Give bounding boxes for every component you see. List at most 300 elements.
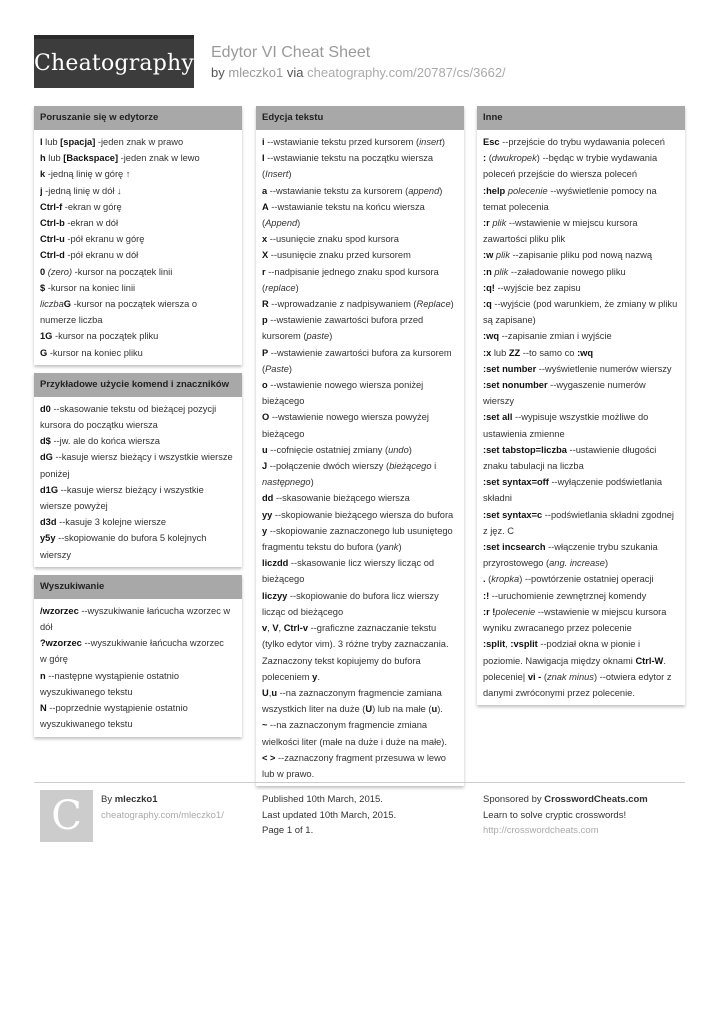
term-italic: Paste (265, 363, 289, 374)
entry-text: ) --będąc w trybie wydawania (536, 153, 658, 164)
entry-line (483, 328, 679, 344)
footer-author-line (101, 792, 224, 808)
command-key: y5y (40, 533, 56, 544)
command-key: P (262, 347, 269, 358)
entry-line (483, 247, 679, 263)
entry-line (262, 490, 458, 506)
entry-text: --jw. ale do końca wiersza (50, 436, 160, 447)
command-key: :n (483, 266, 492, 277)
entry-line (483, 458, 679, 474)
entry-text: --połączenie dwóch wierszy ( (267, 461, 390, 472)
entry-line (262, 231, 458, 247)
command-key: j (40, 185, 43, 196)
entry-text: ( (541, 671, 547, 682)
entry-text: -pół ekranu w górę (64, 234, 145, 245)
entry-line (262, 474, 458, 490)
term-italic: insert (419, 137, 442, 147)
entry-text: wielkości liter (małe na duże i duże na małe). (262, 736, 447, 747)
entry-text: polecenie| (483, 671, 528, 682)
byline-via: via (286, 65, 304, 80)
command-key: u (431, 704, 438, 715)
footer-divider (34, 782, 685, 783)
entry-line (40, 183, 236, 199)
entry-line (262, 280, 458, 296)
entry-line (40, 247, 236, 263)
command-key: :set syntax=c (483, 509, 543, 520)
entry-text: --nadpisanie jednego znaku spod kursora (265, 266, 439, 277)
entry-line (40, 635, 236, 651)
entry-text: --wyjście (pod warunkiem, że zmiany w pliku (491, 299, 678, 310)
entry-line (40, 312, 236, 328)
command-key: yy (262, 509, 273, 520)
entry-text: --na zaznaczonym fragmencie zamiana (277, 687, 442, 698)
entry-line (40, 166, 236, 182)
entry-line (483, 474, 679, 490)
entry-line (40, 134, 236, 150)
entry-line (262, 539, 458, 555)
command-key: Ctrl-d (40, 250, 65, 261)
command-key: < > (262, 752, 276, 763)
command-key: d0 (40, 403, 51, 414)
entry-line (262, 199, 458, 215)
page-title: Edytor VI Cheat Sheet (211, 44, 371, 61)
entry-text: poleceniem (262, 671, 313, 682)
footer-publication (262, 792, 396, 839)
entry-line (483, 264, 679, 280)
entry-text: --wstawianie tekstu na początku wiersza (264, 153, 434, 164)
term-italic: append (408, 185, 440, 196)
command-key: $ (40, 282, 46, 293)
entry-line (483, 490, 679, 506)
entry-text: w górę (40, 654, 68, 665)
entry-text: -jedną linię w górę ↑ (45, 169, 131, 180)
command-key: 1G (40, 331, 53, 342)
entry-text: ( (262, 169, 266, 180)
sponsor-name[interactable]: CrosswordCheats.com (544, 794, 648, 805)
section-title: Edycja tekstu (256, 106, 464, 130)
command-key: O (262, 412, 270, 423)
entry-text: . (317, 671, 320, 682)
entry-line (262, 636, 458, 652)
command-key: :q! (483, 282, 495, 293)
section-body (34, 397, 242, 567)
entry-line (262, 717, 458, 733)
entry-text: ) (297, 218, 301, 229)
command-key: k (40, 169, 46, 180)
entry-line (262, 523, 458, 539)
command-key: :! (483, 590, 490, 601)
command-key: [Backspace] (63, 153, 119, 164)
entry-line (40, 482, 236, 498)
entry-text: ) (450, 299, 454, 310)
entry-line (262, 604, 458, 620)
entry-text: (tylko edytor vim). 3 różne tryby zaznaczania. (262, 639, 449, 650)
footer-by: By (101, 794, 113, 805)
byline-by: by (211, 65, 225, 80)
command-key: 0 (40, 266, 46, 277)
entry-text: składni (483, 493, 512, 504)
entry-text: --skopiowanie zaznaczonego lub usuniętego (267, 525, 453, 536)
entry-line (262, 166, 458, 182)
command-key: :x (483, 347, 492, 358)
entry-line (40, 716, 236, 732)
entry-line (262, 409, 458, 425)
entry-text: fragmentu tekstu do bufora ( (262, 542, 379, 553)
entry-text: ) (295, 282, 299, 293)
command-key: ZZ (508, 347, 521, 358)
section-other (477, 106, 685, 705)
command-key: liczdd (262, 558, 289, 569)
entry-text: -kursor na początek pliku (52, 331, 159, 342)
section-body (256, 130, 464, 786)
entry-line (262, 328, 458, 344)
command-key: J (262, 461, 268, 472)
entry-line (40, 199, 236, 215)
command-key: A (262, 201, 269, 212)
sponsor-url[interactable]: http://crosswordcheats.com (483, 825, 599, 836)
command-key: d3d (40, 517, 57, 528)
entry-text: poniżej (40, 468, 70, 479)
entry-text: --skopiowanie bieżącego wiersza do bufora (272, 509, 454, 520)
entry-line (262, 653, 458, 669)
term-italic: plik (494, 266, 509, 277)
entry-line (483, 426, 679, 442)
command-key: U (365, 704, 373, 715)
command-key: l (40, 137, 43, 147)
entry-text: ( (262, 218, 266, 229)
entry-line (262, 766, 458, 782)
entry-line (483, 312, 679, 328)
entry-text: --następne wystąpienie ostatnio (45, 670, 180, 681)
entry-line (262, 734, 458, 750)
page-number: Page 1 of 1. (262, 825, 314, 836)
entry-line (40, 433, 236, 449)
entry-text: -kursor na koniec linii (45, 282, 136, 293)
entry-line (483, 166, 679, 182)
entry-line (40, 264, 236, 280)
command-key: . (483, 574, 486, 585)
term-italic: ang. increase (549, 558, 605, 569)
entry-line (483, 555, 679, 571)
entry-line (483, 231, 679, 247)
entry-line (262, 247, 458, 263)
author-link[interactable]: mleczko1 (228, 65, 284, 80)
entry-text: licząc od bieżącego (262, 606, 344, 617)
entry-text: wiersze powyżej (40, 501, 108, 512)
entry-text: dół (40, 622, 53, 633)
entry-text: ) (408, 444, 412, 455)
entry-line (262, 669, 458, 685)
section-body (477, 130, 685, 705)
entry-line (40, 280, 236, 296)
entry-text: -pół ekranu w dół (64, 250, 139, 261)
entry-line (483, 361, 679, 377)
command-key: N (40, 703, 47, 714)
entry-line (40, 651, 236, 667)
term-italic: Replace (416, 299, 451, 310)
entry-line (40, 345, 236, 361)
command-key: X (262, 250, 269, 261)
entry-text: ( (262, 282, 266, 293)
entry-text: --wstawienie nowego wiersza powyżej (269, 412, 429, 423)
entry-line (483, 296, 679, 312)
entry-text: poziomie. Nawigacja między oknami (483, 655, 636, 666)
command-key: p (262, 315, 268, 326)
entry-text: --wstawienie w miejscu kursora (535, 606, 667, 617)
command-key: dG (40, 452, 53, 463)
term-italic: plik (495, 250, 510, 261)
entry-line (262, 620, 458, 636)
term-italic: undo (388, 444, 409, 455)
entry-text: wyszukiwanego tekstu (40, 686, 133, 697)
entry-text: ) --otwiera edytor z (593, 671, 672, 682)
term-italic: (zero) (47, 266, 73, 277)
entry-line (483, 636, 679, 652)
entry-text: lub (491, 347, 509, 358)
entry-line (40, 530, 236, 546)
entry-text: wierszy (40, 549, 71, 560)
entry-text: ) (288, 169, 292, 180)
command-key: vi - (527, 671, 542, 682)
command-key: Ctrl-f (40, 201, 63, 212)
entry-line (40, 215, 236, 231)
entry-line (483, 183, 679, 199)
entry-line (40, 401, 236, 417)
command-key: liczyy (262, 590, 288, 601)
entry-text: --wyświetlenie numerów wierszy (536, 363, 672, 374)
footer-author (101, 792, 224, 823)
entry-line (40, 449, 236, 465)
term-italic: dwukropek (491, 153, 537, 164)
command-key: y (262, 525, 268, 536)
command-key: y (312, 671, 318, 682)
entry-line (483, 571, 679, 587)
entry-line (262, 555, 458, 571)
entry-text: są zapisane) (483, 315, 536, 326)
term-italic: paste (306, 331, 330, 342)
entry-text: --wstawianie tekstu za kursorem ( (267, 185, 409, 196)
entry-line (483, 345, 679, 361)
footer-sponsor (483, 792, 648, 839)
command-key: :help (483, 185, 506, 196)
command-key: :set syntax=off (483, 477, 549, 488)
entry-text: , (267, 623, 273, 634)
entry-text: , (268, 687, 272, 698)
entry-text: --graficzne zaznaczanie tekstu (308, 623, 437, 634)
command-key: d$ (40, 436, 51, 447)
entry-text: --podział okna w pionie i (537, 639, 641, 650)
entry-line (40, 296, 236, 312)
entry-text: -jeden znak w lewo (118, 153, 200, 164)
entry-text: Zaznaczony tekst kopiujemy do bufora (262, 655, 421, 666)
entry-text: wierszy (483, 396, 514, 407)
section-title: Poruszanie się w edytorze (34, 106, 242, 130)
entry-line (262, 345, 458, 361)
entry-text: --usunięcie znaku przed kursorem (268, 250, 411, 261)
entry-line (40, 231, 236, 247)
entry-line (40, 498, 236, 514)
entry-text: . (663, 655, 666, 666)
entry-text: --skasowanie tekstu od bieżącej pozycji (50, 403, 217, 414)
sponsor-prefix: Sponsored by (483, 794, 542, 805)
author-avatar[interactable] (40, 790, 93, 842)
entry-text: --włączenie trybu szukania (545, 542, 658, 553)
entry-text: --uruchomienie zewnętrznej komendy (489, 590, 647, 601)
section-title: Inne (477, 106, 685, 130)
sponsor-line (483, 792, 648, 808)
command-key: :split (483, 639, 506, 650)
entry-line (262, 312, 458, 328)
logo-text: Cheatography (33, 51, 195, 76)
entry-line (483, 377, 679, 393)
command-key: r (262, 266, 266, 277)
command-key: R (262, 299, 269, 310)
entry-line (40, 466, 236, 482)
term-italic: bieżącego (389, 461, 432, 472)
entry-line (483, 134, 679, 150)
entry-text: ( (486, 153, 492, 164)
entry-line (40, 684, 236, 700)
entry-text: ( (262, 363, 266, 374)
entry-line (483, 669, 679, 685)
command-key: :wq (483, 331, 500, 342)
entry-line (40, 150, 236, 166)
entry-text: --skopiowanie do bufora licz wierszy (287, 590, 439, 601)
entry-text: -ekran w dół (64, 218, 119, 229)
entry-line (483, 280, 679, 296)
entry-text: -jeden znak w prawo (95, 137, 184, 147)
footer-author-name[interactable]: mleczko1 (114, 794, 158, 805)
command-key: G (63, 299, 72, 310)
cheatography-logo[interactable] (34, 35, 194, 88)
entry-text: --wygaszenie numerów (547, 380, 646, 391)
entry-text: --wypisuje wszystkie możliwe do (512, 412, 649, 423)
entry-text: --skopiowanie do bufora 5 kolejnych (55, 533, 207, 544)
command-key: :q (483, 299, 492, 310)
entry-text: kursora do początku wiersza (40, 420, 158, 431)
section-title: Przykładowe użycie komend i znaczników (34, 373, 242, 397)
command-key: ~ (262, 720, 268, 731)
entry-text: kursorem ( (262, 331, 307, 342)
entry-text: bieżącego (262, 574, 305, 585)
entry-text: bieżącego (262, 428, 305, 439)
term-italic: liczba (40, 299, 64, 310)
entry-line (262, 571, 458, 587)
entry-text: --zaznaczony fragment przesuwa w lewo (275, 752, 446, 763)
entry-text: poleceń przejście do wiersza poleceń (483, 169, 638, 180)
entry-text: danymi zwróconymi przez polecenie. (483, 687, 635, 698)
entry-text: -jedną linię w dół ↓ (42, 185, 122, 196)
command-key: x (262, 234, 268, 245)
entry-text: --poprzednie wystąpienie ostatnio (46, 703, 188, 714)
entry-line (262, 183, 458, 199)
entry-text: --na zaznaczonym fragmencie zmiana (267, 720, 428, 731)
entry-text: ) (288, 363, 292, 374)
entry-text: --kasuje 3 kolejne wiersze (56, 517, 167, 528)
updated-date: Last updated 10th March, 2015. (262, 809, 397, 821)
command-key: a (262, 185, 268, 196)
entry-text: --ustawienie długości (566, 444, 657, 455)
command-key: :set nonumber (483, 380, 548, 391)
entry-text: --podświetlania składni zgodnej (542, 509, 674, 520)
entry-line (262, 361, 458, 377)
entry-text: --skasowanie licz wierszy licząc od (288, 558, 435, 569)
command-key: Ctrl-b (40, 218, 65, 229)
term-italic: replace (265, 282, 296, 293)
command-key: o (262, 380, 268, 391)
entry-text: bieżącego (262, 396, 305, 407)
sheet-url-link[interactable]: cheatography.com/20787/cs/3662/ (307, 65, 506, 80)
entry-line (40, 619, 236, 635)
sponsor-tagline: Learn to solve cryptic crosswords! (483, 809, 627, 821)
command-key: [spacja] (60, 137, 96, 147)
entry-line (262, 701, 458, 717)
entry-line (262, 393, 458, 409)
command-key: V (272, 623, 279, 634)
entry-text: --wyszukiwanie łańcucha wzorzec (81, 638, 224, 649)
term-italic: Insert (265, 169, 289, 180)
entry-text: wyniku zwracanego przez polecenie (483, 623, 632, 634)
command-key: :wq (577, 347, 594, 358)
command-key: ?wzorzec (40, 638, 82, 649)
entry-text: --wprowadzanie z nadpisywaniem ( (268, 299, 417, 310)
entry-line (40, 547, 236, 563)
entry-text: --załadowanie nowego pliku (508, 266, 626, 277)
command-key: Ctrl-v (283, 623, 308, 634)
command-key: Esc (483, 137, 500, 147)
entry-text: ) (398, 542, 402, 553)
entry-text: --wstawienie zawartości bufora przed (267, 315, 424, 326)
entry-text: --wstawienie zawartości bufora za kursorem (268, 347, 452, 358)
section-title: Wyszukiwanie (34, 575, 242, 599)
entry-line (262, 296, 458, 312)
entry-line (483, 539, 679, 555)
command-key: :r (483, 218, 490, 229)
term-italic: polecenie (495, 606, 536, 617)
entry-line (262, 150, 458, 166)
term-italic: Append (265, 218, 298, 229)
column-1 (34, 106, 242, 745)
footer-author-url[interactable]: cheatography.com/mleczko1/ (101, 809, 224, 821)
entry-text: lub (42, 137, 61, 147)
entry-line (262, 377, 458, 393)
entry-line (483, 523, 679, 539)
entry-line (262, 134, 458, 150)
entry-text: lub w prawo. (262, 768, 315, 779)
command-key: u (262, 444, 268, 455)
command-key: h (40, 153, 46, 164)
entry-line (483, 442, 679, 458)
term-italic: kropka (491, 574, 520, 585)
section-search (34, 575, 242, 737)
entry-line (262, 442, 458, 458)
entry-text: ) (310, 477, 314, 488)
entry-line (40, 514, 236, 530)
term-italic: znak minus (546, 671, 594, 682)
entry-text: -ekran w górę (62, 201, 122, 212)
command-key: :set all (483, 412, 513, 423)
entry-line (483, 409, 679, 425)
section-body (34, 599, 242, 737)
entry-text: ustawienia zmienne (483, 428, 565, 439)
entry-text: ) (604, 558, 609, 569)
command-key: :set incsearch (483, 542, 546, 553)
command-key: : (483, 153, 487, 164)
entry-text: -kursor na początek linii (72, 266, 173, 277)
entry-text: temat polecenia (483, 201, 549, 212)
entry-line (483, 653, 679, 669)
entry-line (483, 620, 679, 636)
